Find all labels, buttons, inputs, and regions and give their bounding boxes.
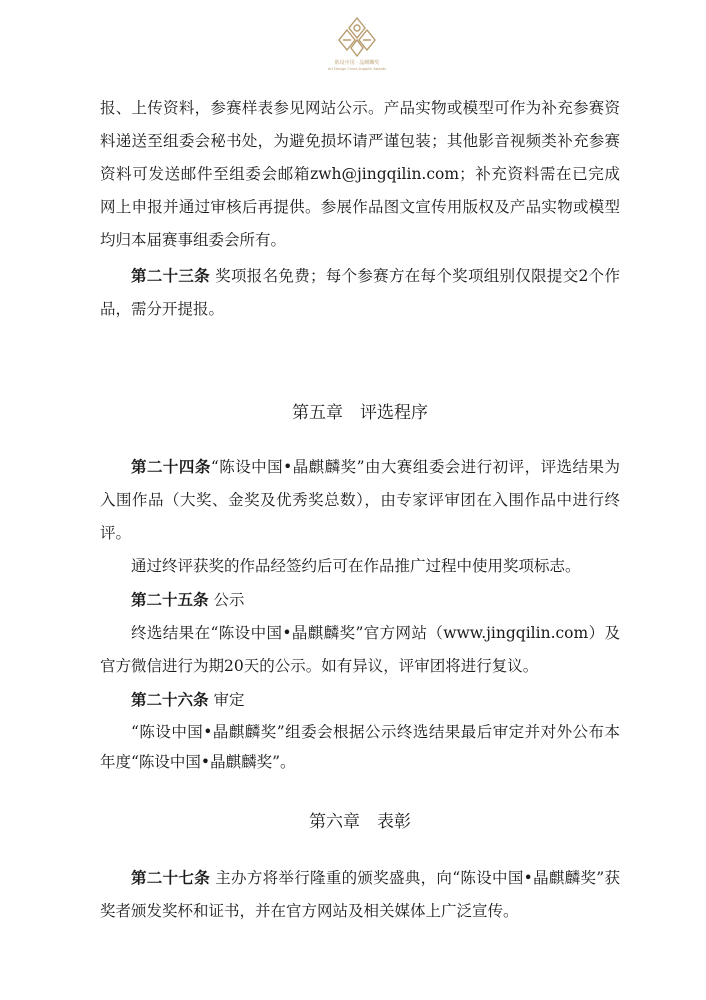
article-26-body: “陈设中国•晶麒麟奖”组委会根据公示终选结果最后审定并对外公布本年度“陈设中国•晶麒麟奖”。	[100, 723, 620, 771]
article-27-title: 第二十七条	[131, 868, 210, 887]
article-27	[100, 861, 620, 928]
document-body	[100, 92, 620, 928]
article-23-title: 第二十三条	[131, 266, 210, 285]
chapter-5-heading: 第五章 评选程序	[292, 403, 428, 423]
logo	[324, 16, 390, 80]
qilin-logo-icon	[337, 16, 377, 60]
article-24-title: 第二十四条	[131, 457, 211, 476]
article-25-title: 第二十五条	[131, 590, 209, 609]
article-26-text: 审定	[208, 691, 245, 709]
logo-title: 陈设中国 · 晶麒麟奖	[334, 60, 380, 66]
article-25-text: 公示	[208, 591, 245, 609]
article-27-text: 主办方将举行隆重的颁奖盛典，向“陈设中国•晶麒麟奖”获奖者颁发奖杯和证书，并在官方网站及相关媒体上广泛宣传。	[100, 869, 620, 920]
article-24-note: 通过终评获奖的作品经签约后可在作品推广过程中使用奖项标志。	[131, 557, 581, 575]
article-24	[100, 450, 620, 550]
article-25-body: 终选结果在“陈设中国•晶麒麟奖”官方网站（www.jingqilin.com）及官方微信进行为期20天的公示。如有异议，评审团将进行复议。	[100, 624, 620, 675]
article-26	[100, 683, 620, 717]
article-23	[100, 259, 620, 326]
paragraph-continuation: 报、上传资料，参赛样表参见网站公示。产品实物或模型可作为补充参赛资料递送至组委会秘书处，为避免损坏请严谨包装；其他影音视频类补充参赛资料可发送邮件至组委会邮箱zwh@jingqilin.com；补充资料需在已完成网上申报并通过审核后再提供。参展作品图文宣传用版权及产品实物或模型均归本届赛事组委会所有。	[100, 99, 621, 249]
article-25	[100, 583, 620, 617]
article-26-title: 第二十六条	[131, 690, 209, 709]
chapter-6-heading: 第六章 表彰	[309, 812, 411, 832]
article-23-text: 奖项报名免费；每个参赛方在每个奖项组别仅限提交2个作品，需分开提报。	[100, 267, 620, 318]
logo-subtitle: Art Design China Jingqilin Awards	[327, 67, 387, 71]
article-24-text: “陈设中国•晶麒麟奖”由大赛组委会进行初评，评选结果为入围作品（大奖、金奖及优秀奖总数），由专家评审团在入围作品中进行终评。	[100, 458, 620, 542]
